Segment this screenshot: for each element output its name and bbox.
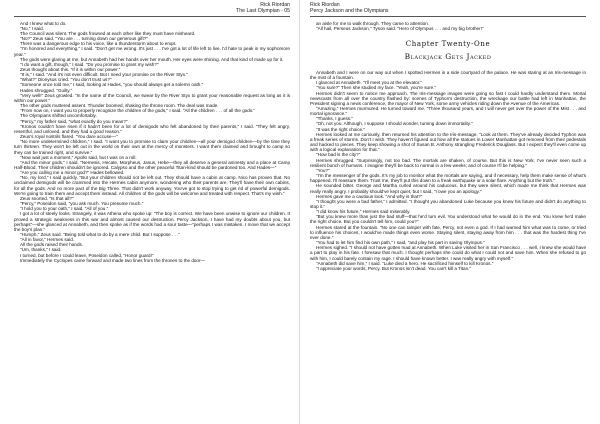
left-page-body [14,21,290,263]
paragraph: "From now on, I want you to properly recognize the children of the gods," I said. "All the children . . . of all the gods." [20,108,256,114]
paragraph: "All hail, Perseus Jackson," Tyson said. "Hero of Olympus . . . and my big brother!" [316,25,484,31]
paragraph: The Olympians shifted uncomfortably. [20,113,97,119]
paragraph: "Amazing," Hermes murmured. He turned toward me. "Three thousand years, and I will never get over the power of the Mist . . . and mortal ignorance." [310,106,586,117]
paragraph: Hermes sighed. "I should not have gotten mad at Annabeth. When Luke visited her in San Francisco . . . well, I knew she would have a part to play in his fate. I foresaw that much. I thought perhaps she could do what I could not and save him. When she refused to go with him, I could barely contain my rage. I should have known better. I was really angry with myself." [310,245,586,261]
right-page [300,0,600,424]
paragraph: "I did know his future," Hermes said miserably. [316,209,411,215]
paragraph: "No," I said. [20,25,44,31]
paragraph: "Um, thanks," I said. [20,247,62,253]
paragraph: I glanced at Annabeth. "I'll meet you at the elevator." [316,80,423,86]
right-header-author: Rick Riordan [310,2,340,8]
paragraph: "I do want a gift, though," I said. "Do you promise to grant my wish?" [20,61,159,67]
paragraph: The other gods muttered assent. Thunder boomed, shaking the throne room. The deal was made. [20,103,219,109]
paragraph: Hermes looked at me curiously, then returned his attention to the Iris-message. "Look at them. They've already decided Typhon was a freak series of storms. Don't I wish. They haven't figured out how all the statues in Lower Manhattan got removed from their pedestals and hacked to pieces. They keep showing a shot of Susan B. Anthony strangling Frederick Douglass. But I expect they'll even come up with a logical explanation for that." [310,131,586,153]
paragraph: Zeus snorted. "Is that all?" [20,195,74,201]
paragraph: He sounded bitter. George and Martha curled around his caduceus, but they were silent, which made me think that Hermes was really really angry. I probably should've kept quiet, but I said, "I owe you an apology." [310,183,586,194]
paragraph: "But you knew more than just the bad stuff—that he'd turn evil. You understood what he would do in the end. You knew he'd make the right choice. But you couldn't tell him, could you?" [310,214,586,225]
paragraph: "What?" Dionysus cried. "You don't trust us?" [20,77,112,83]
paragraph: "You?" [316,167,330,173]
paragraph: "Are you calling me a minor god?" Hades bellowed. [20,170,125,176]
paragraph: "How bad is the city?" [316,152,361,158]
chapter-subtitle: Blackjack Gets Jacked [404,51,492,61]
paragraph: "Oh, not you. Although, I suppose I should wonder, turning down immortality." [316,121,473,127]
paragraph: Annabeth and I were on our way out when I spotted Hermes in a side courtyard of the palace. He was staring at an Iris-message in the mist of a fountain. [310,69,586,81]
chapter-title: Chapter Twenty-One [405,39,491,48]
right-page-body [310,70,586,271]
paragraph: All the gods raised their hands. [20,242,84,248]
paragraph: "You sure?" Then she studied my face. "Yeah, you're sure." [316,85,437,91]
right-page-header [310,3,586,17]
paragraph: "You had to let him find his own path," I said, "and play his part in saving Olympus." [316,240,485,246]
paragraph: The Council was silent. The gods frowned at each other like they must have misheard. [20,30,196,36]
paragraph: Hermes didn't seem to notice me approach. The Iris-message images were going so fast I could hardly understand them. Mortal newscasts from all over the country flashed by: scenes of Typhon's destruction, the wreckage our battle had left in Manhattan, the President signing a news conference, the mayor of New York, some army vehicles riding down the Avenue of the Americas. [310,90,586,106]
paragraph: "Someone once told me," I said, looking at Hades, "you should always get a solemn oath." [20,82,204,88]
left-header-book: The Last Olympian - 05 [236,7,290,14]
paragraph: "No, my lord," I said quickly. "But your children should not be left out. They should have a cabin at camp. Nico has proven that. No unclaimed demigods will be crammed into the Hermes cabin anymore, wondering who their parents are. They'll have their own cabins, for all the gods. And no more pact of the Big Three. That didn't work anyway. You've got to stop trying to get rid of powerful demigods. We're going to train them and accept them instead. All children of the gods will be welcome and treated with respect. That's my wish." [14,175,290,196]
paragraph: Hermes shrugged. "Surprisingly, not too bad. The mortals are shaken, of course. But this is New York. I've never seen such a resilient bunch of humans. I imagine they'll be back to normal in a few weeks; and of course I'll be helping." [310,157,586,168]
paragraph: "Kronos couldn't have risen if it hadn't been for a lot of demigods who felt abandoned by their parents," I said. "They felt angry, resentful, and unloved, and they had a good reason." [14,123,290,134]
paragraph: Hades shrugged. "Guilty." [20,87,73,93]
paragraph: "No?" Zeus said. "You are . . . turning down our generous gift?" [20,36,148,42]
paragraph: I turned, but before I could leave, Poseidon called, "Honor guard!" [20,252,154,258]
paragraph: an aisle for me to walk through. They came to attention. [316,20,430,26]
right-page-intro [310,21,586,31]
paragraph: "Percy," my father said, "what exactly do you mean?" [20,118,128,124]
right-header-book: Percy Jackson and the Olympians [310,7,389,14]
paragraph: Zeus thought about this. "If it is within our power." [20,67,121,72]
paragraph: Hermes gave me a cautious look. "And why is that?" [316,193,423,199]
paragraph: "It is," I said. "And it's not even difficult. But I need your promise on the River Styx." [20,72,188,78]
paragraph: "I'm the messenger of the gods. It's my job to monitor what the mortals are saying, and if necessary, help them make sense of what's happened. I'll reassure them. Trust me, they'll put this down to a freak earthquake or a solar flare. Anything but the truth." [310,173,586,184]
paragraph: "It was the right choice." [316,126,365,132]
paragraph: And I knew what to do. [20,20,67,26]
paragraph: "I thought you were a bad father," I admitted. "I thought you abandoned Luke because you knew his future and didn't do anything to stop it." [310,198,586,209]
paragraph: "Annabeth did save him," I said. "Luke died a hero. He sacrificed himself to kill Kronos." [316,260,494,266]
paragraph: "Very well!" Zeus growled. "In the name of the Council, we swear by the River Styx to grant your reasonable request as long as it is within our power." [14,92,290,103]
paragraph: "Thanks, I guess." [316,116,353,122]
paragraph: "I hold you to your oath," I said. "All of you." [20,206,109,212]
left-page-header [14,3,290,17]
paragraph: Immediately the Cyclopes came forward and made two lines from the thrones to the door— [20,257,206,263]
left-header-author: Rick Riordan [260,2,290,8]
paragraph: "And the minor gods," I said. "Nemesis, Hecate, Morpheus, Janus, Hebe—they all deserve a general amnesty and a place at Camp Half-Blood. Their children shouldn't be ignored. Calypso and the other peaceful Titan-kind should be pardoned too. And Hades—" [14,159,290,170]
paragraph: "Humph," Zeus said. "Being told what to do by a mere child. But I suppose . . ." [20,232,180,237]
paragraph: "Now wait just a moment," Apollo said, but I was on a roll. [20,154,137,160]
paragraph: "I'm honored and everything," I said. "Don't get me wrong. It's just . . . I've got a lot of life left to live. I'd hate to peak in my sophomore year." [14,46,290,57]
paragraph: "I appreciate your words, Percy. But Kronos isn't dead. You can't kill a Titan." [316,265,472,271]
paragraph: There was a dangerous edge to his voice, like a thunderstorm about to erupt. [20,41,177,47]
paragraph: Hermes stared at the fountain. "No one can tamper with fate, Percy, not even a god. If I had warned him what was to come, or tried to influence his choices, I would've made things even worse. Staying silent, staying away from him . . . that was the hardest thing I've ever done." [310,224,586,240]
paragraph: The gods were glaring at me, but Annabeth had her hands over her mouth. Her eyes were shining. And that kind of made up for it. [20,56,284,62]
paragraph: I got a lot of steely looks. Strangely, it was Athena who spoke up: "The boy is correct. We have been unwise to ignore our children. It proved a strategic weakness in this war and almost caused our destruction. Percy Jackson, I have had my doubts about you, but perhaps"—she glanced at Annabeth, and then spoke as if the words had a sour taste—"perhaps I was mistaken. I move that we accept the boy's plan." [14,211,290,232]
paragraph: Zeus's royal nostrils flared. "You dare accuse—" [20,134,118,140]
paragraph: "All in favor," Hermes said. [20,237,75,243]
paragraph: "Percy," Poseidon said, "you ask much. You presume much." [20,201,144,207]
paragraph: "No more undetermined children," I said. "I want you to promise to claim your children—all your demigod children—by the time they turn thirteen. They won't be left out in the world on their own at the mercy of monsters. I want them claimed and brought to camp so they can be trained right, and survive." [14,139,290,155]
